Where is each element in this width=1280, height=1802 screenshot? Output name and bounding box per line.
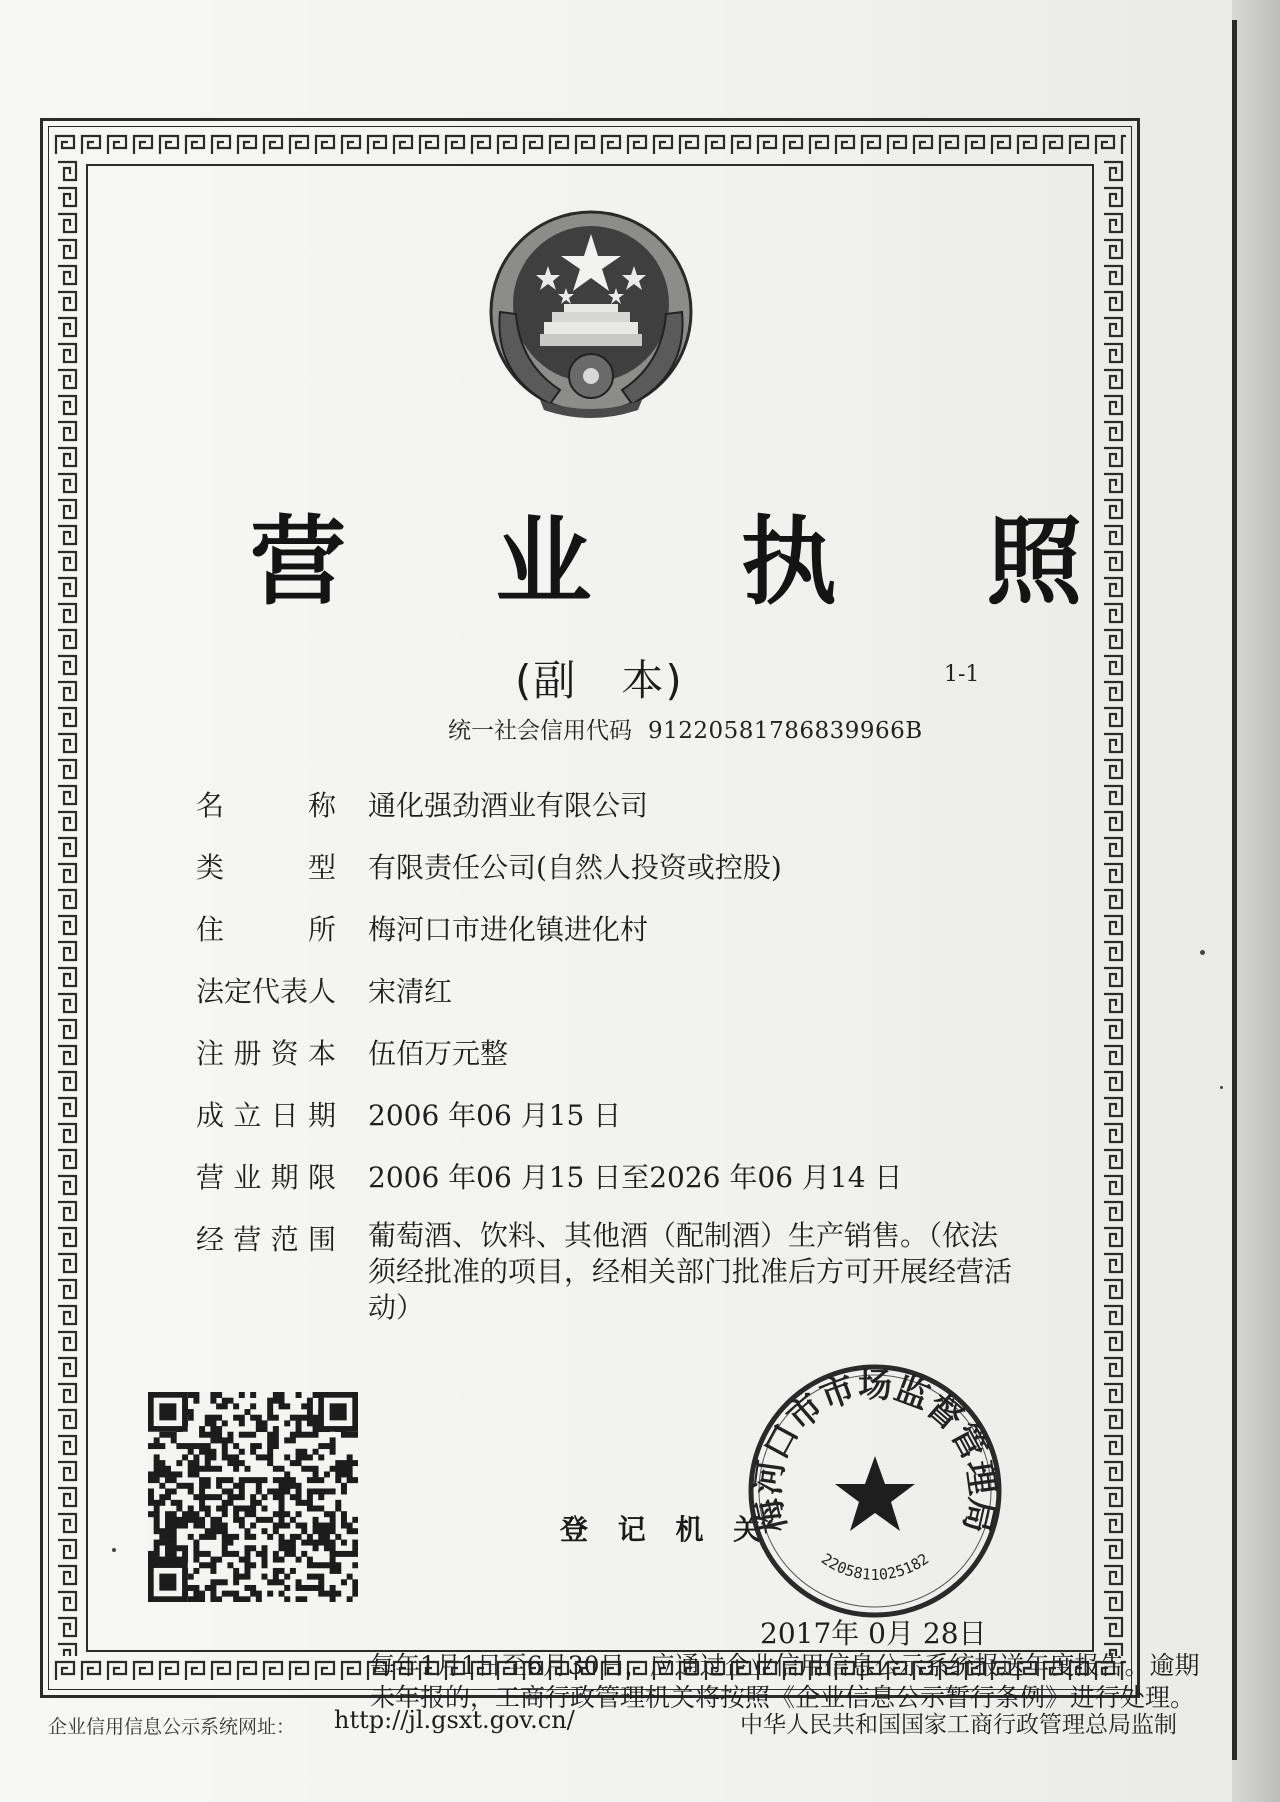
scan-speck bbox=[1200, 950, 1205, 955]
field-term bbox=[0, 1156, 1280, 1200]
field-value: 梅河口市进化镇进化村 bbox=[368, 913, 649, 946]
svg-text:2205811025182 bbox=[818, 1550, 932, 1584]
credit-code-label: 统一社会信用代码 bbox=[448, 718, 632, 744]
field-label: 营业期限 bbox=[196, 1161, 336, 1194]
field-value: 2006 年06 月15 日至2026 年06 月14 日 bbox=[368, 1161, 903, 1194]
field-value: 通化强劲酒业有限公司 bbox=[368, 789, 649, 822]
document-subtitle: (副 本) bbox=[515, 656, 684, 705]
footer-site-label: 企业信用信息公示系统网址： bbox=[48, 1716, 296, 1738]
document-serial: 1-1 bbox=[944, 662, 980, 687]
field-scope bbox=[0, 1218, 1280, 1324]
field-label: 法定代表人 bbox=[196, 975, 337, 1008]
annual-report-notice: 每年1月1日至6月30日，应通过企业信用信息公示系统报送年度报告。逾期未年报的，工商行政管理机关将按照《企业信息公示暂行条例》进行处理。 bbox=[370, 1651, 1200, 1712]
official-seal bbox=[740, 1356, 1010, 1626]
field-capital bbox=[0, 1032, 1280, 1076]
document-title: 营 业 执 照 bbox=[250, 506, 1141, 618]
registration-date: 2017年 0月 28日 bbox=[760, 1617, 987, 1650]
field-label: 成立日期 bbox=[196, 1099, 336, 1132]
field-label: 注册资本 bbox=[196, 1037, 336, 1070]
footer-site-url: http://jl.gsxt.gov.cn/ bbox=[334, 1706, 575, 1734]
registration-authority-label: 登 记 机 关 bbox=[560, 1513, 772, 1546]
field-label: 经营范围 bbox=[196, 1223, 336, 1256]
field-label: 住所 bbox=[196, 913, 336, 946]
field-label: 名称 bbox=[196, 789, 336, 822]
scan-speck bbox=[1220, 1086, 1223, 1089]
seal-number: 2205811025182 bbox=[817, 1549, 933, 1584]
fret-strip bbox=[54, 130, 1126, 160]
credit-code-row bbox=[448, 712, 923, 745]
credit-code-value: 91220581786839966B bbox=[648, 718, 923, 744]
field-type bbox=[0, 846, 1280, 890]
field-value: 宋清红 bbox=[368, 975, 453, 1008]
field-name bbox=[0, 784, 1280, 828]
field-legal-rep bbox=[0, 970, 1280, 1014]
page-edge-shadow bbox=[1232, 0, 1280, 1802]
qr-code-icon bbox=[148, 1392, 358, 1602]
seal-star-icon bbox=[835, 1456, 915, 1531]
field-value: 伍佰万元整 bbox=[368, 1037, 509, 1070]
field-address bbox=[0, 908, 1280, 952]
page-edge-line bbox=[1232, 20, 1237, 1760]
field-founded bbox=[0, 1094, 1280, 1138]
national-emblem-icon bbox=[480, 204, 702, 424]
seal-text: 梅河口市市场监督管理局 bbox=[747, 1366, 1003, 1537]
field-label: 类型 bbox=[196, 851, 336, 884]
field-value: 葡萄酒、饮料、其他酒（配制酒）生产销售。（依法须经批准的项目，经相关部门批准后方可开展经营活动） bbox=[368, 1219, 1013, 1324]
field-value: 有限责任公司(自然人投资或控股) bbox=[368, 851, 782, 884]
footer-supervisor: 中华人民共和国国家工商行政管理总局监制 bbox=[740, 1712, 1177, 1738]
scan-speck bbox=[112, 1548, 116, 1552]
field-value: 2006 年06 月15 日 bbox=[368, 1099, 622, 1132]
